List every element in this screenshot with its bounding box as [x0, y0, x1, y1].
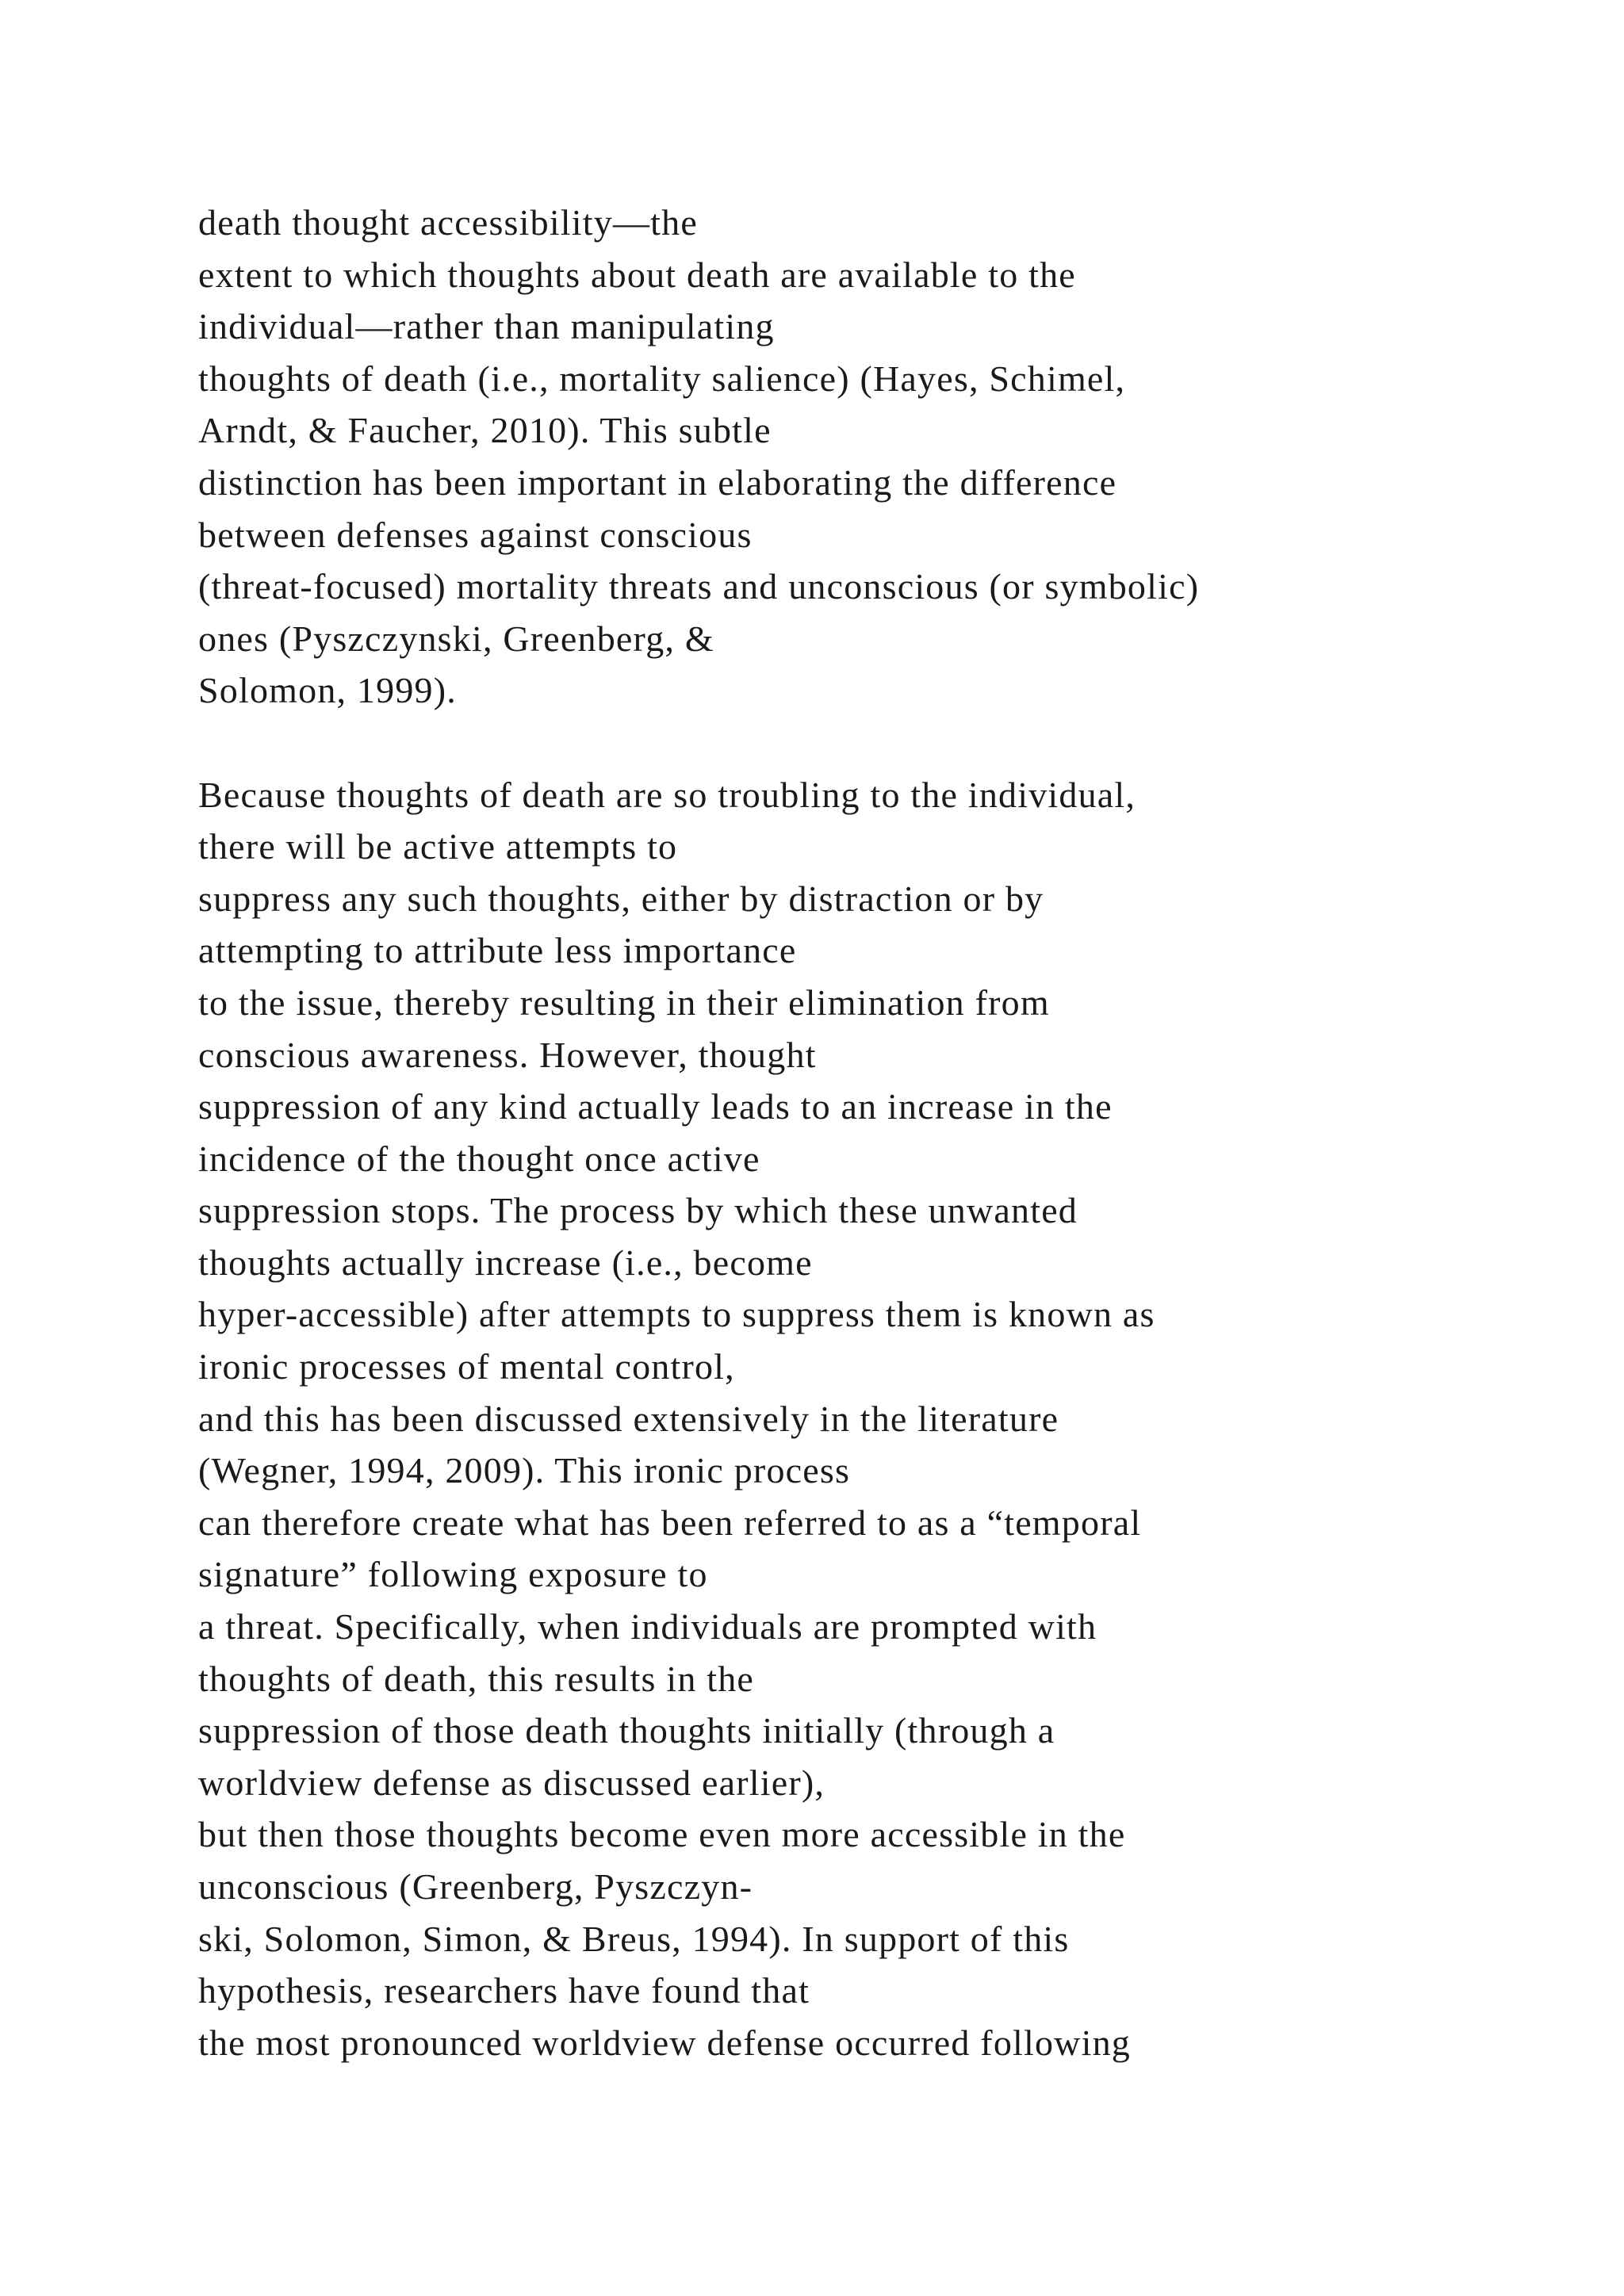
text-line: attempting to attribute less importance — [198, 930, 797, 971]
text-line: (Wegner, 1994, 2009). This ironic process — [198, 1450, 851, 1491]
text-line: individual—rather than manipulating — [198, 306, 775, 347]
text-line: thoughts actually increase (i.e., become — [198, 1242, 813, 1283]
text-line: incidence of the thought once active — [198, 1138, 760, 1179]
text-line: (threat-focused) mortality threats and unconscious (or symbolic) — [198, 566, 1200, 607]
paragraph-spacer — [198, 717, 1594, 769]
text-line: but then those thoughts become even more accessible in the — [198, 1814, 1126, 1855]
text-line: worldview defense as discussed earlier), — [198, 1762, 825, 1803]
text-line: a threat. Specifically, when individuals are prompted with — [198, 1606, 1097, 1647]
text-line: Solomon, 1999). — [198, 670, 457, 711]
text-line: the most pronounced worldview defense occurred following — [198, 2022, 1131, 2063]
text-line: suppression of those death thoughts initially (through a — [198, 1710, 1055, 1751]
text-line: between defenses against conscious — [198, 514, 753, 555]
document-body — [198, 197, 1594, 2068]
text-line: ironic processes of mental control, — [198, 1346, 735, 1387]
paragraph-2 — [198, 769, 1594, 2069]
text-line: and this has been discussed extensively in the literature — [198, 1398, 1059, 1439]
text-line: ski, Solomon, Simon, & Breus, 1994). In support of this — [198, 1918, 1070, 1959]
text-line: thoughts of death, this results in the — [198, 1658, 755, 1699]
text-line: extent to which thoughts about death are available to the — [198, 254, 1076, 295]
paragraph-1 — [198, 197, 1594, 717]
text-line: signature” following exposure to — [198, 1554, 708, 1595]
text-line: hyper-accessible) after attempts to suppress them is known as — [198, 1294, 1155, 1335]
text-line: to the issue, thereby resulting in their elimination from — [198, 982, 1050, 1023]
text-line: thoughts of death (i.e., mortality salience) (Hayes, Schimel, — [198, 358, 1126, 399]
text-line: suppress any such thoughts, either by distraction or by — [198, 878, 1044, 919]
text-line: Because thoughts of death are so troubling to the individual, — [198, 774, 1136, 815]
text-line: there will be active attempts to — [198, 826, 678, 867]
text-line: suppression stops. The process by which these unwanted — [198, 1190, 1078, 1231]
text-line: conscious awareness. However, thought — [198, 1034, 817, 1075]
text-line: distinction has been important in elaborating the difference — [198, 461, 1117, 503]
text-line: hypothesis, researchers have found that — [198, 1970, 810, 2011]
text-line: death thought accessibility—the — [198, 202, 698, 243]
text-line: ones (Pyszczynski, Greenberg, & — [198, 618, 714, 659]
text-line: unconscious (Greenberg, Pyszczyn- — [198, 1866, 753, 1907]
text-line: suppression of any kind actually leads to an increase in the — [198, 1086, 1113, 1127]
text-line: Arndt, & Faucher, 2010). This subtle — [198, 410, 772, 451]
text-line: can therefore create what has been referred to as a “temporal — [198, 1502, 1142, 1543]
